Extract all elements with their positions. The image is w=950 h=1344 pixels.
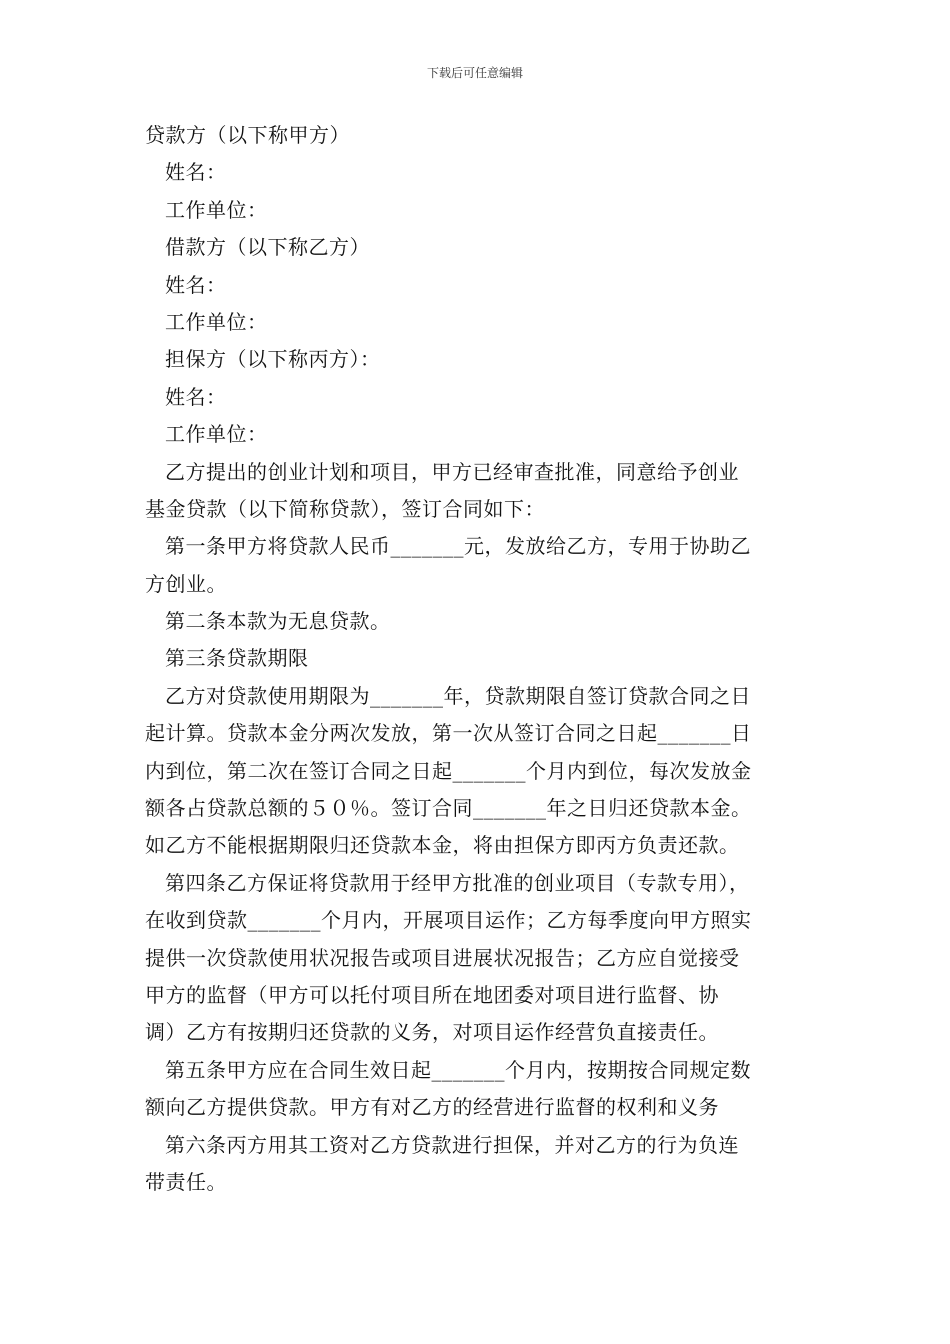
article-3-line-4: 额各占贷款总额的５０％。签订合同_______年之日归还贷款本金。 xyxy=(145,796,752,821)
party-a-name: 姓名： xyxy=(165,160,227,185)
article-4-line-4: 甲方的监督（甲方可以托付项目所在地团委对项目进行监督、协 xyxy=(145,982,719,1007)
party-c-name: 姓名： xyxy=(165,384,227,409)
preamble-line-2: 基金贷款（以下简称贷款），签订合同如下： xyxy=(145,496,545,521)
article-4-line-3: 提供一次贷款使用状况报告或项目进展状况报告；乙方应自觉接受 xyxy=(145,945,740,970)
preamble-line-1: 乙方提出的创业计划和项目，甲方已经审查批准，同意给予创业 xyxy=(165,459,739,484)
article-3-line-1: 乙方对贷款使用期限为_______年，贷款期限自签订贷款合同之日 xyxy=(165,683,751,708)
article-4-line-1: 第四条乙方保证将贷款用于经甲方批准的创业项目（专款专用）， xyxy=(165,870,750,895)
article-1-line-2: 方创业。 xyxy=(145,571,227,596)
article-4-line-5: 调）乙方有按期归还贷款的义务，对项目运作经营负直接责任。 xyxy=(145,1020,719,1045)
article-6-line-1: 第六条丙方用其工资对乙方贷款进行担保，并对乙方的行为负连 xyxy=(165,1132,739,1157)
party-b-heading: 借款方（以下称乙方） xyxy=(165,235,370,260)
article-4-line-2: 在收到贷款_______个月内，开展项目运作；乙方每季度向甲方照实 xyxy=(145,908,752,933)
party-b-name: 姓名： xyxy=(165,272,227,297)
party-a-heading: 贷款方（以下称甲方） xyxy=(145,123,350,147)
page-header-note: 下载后可任意编辑 xyxy=(426,66,523,80)
article-5-line-1: 第五条甲方应在合同生效日起_______个月内，按期按合同规定数 xyxy=(165,1057,751,1082)
article-1-line-1: 第一条甲方将贷款人民币_______元，发放给乙方，专用于协助乙 xyxy=(165,534,751,559)
party-a-workplace: 工作单位： xyxy=(165,197,268,222)
article-3-line-2: 起计算。贷款本金分两次发放，第一次从签订合同之日起_______日 xyxy=(145,721,752,746)
party-b-workplace: 工作单位： xyxy=(165,309,268,334)
article-3-heading: 第三条贷款期限 xyxy=(165,646,309,671)
party-c-workplace: 工作单位： xyxy=(165,422,268,447)
article-2: 第二条本款为无息贷款。 xyxy=(165,609,391,634)
party-c-heading: 担保方（以下称丙方）： xyxy=(165,347,381,372)
contract-body xyxy=(145,117,815,1201)
article-5-line-2: 额向乙方提供贷款。甲方有对乙方的经营进行监督的权利和义务 xyxy=(145,1095,719,1120)
article-3-line-3: 内到位，第二次在签订合同之日起_______个月内到位，每次发放金 xyxy=(145,758,752,783)
article-6-line-2: 带责任。 xyxy=(145,1169,227,1194)
article-3-line-5: 如乙方不能根据期限归还贷款本金，将由担保方即丙方负责还款。 xyxy=(145,833,740,858)
